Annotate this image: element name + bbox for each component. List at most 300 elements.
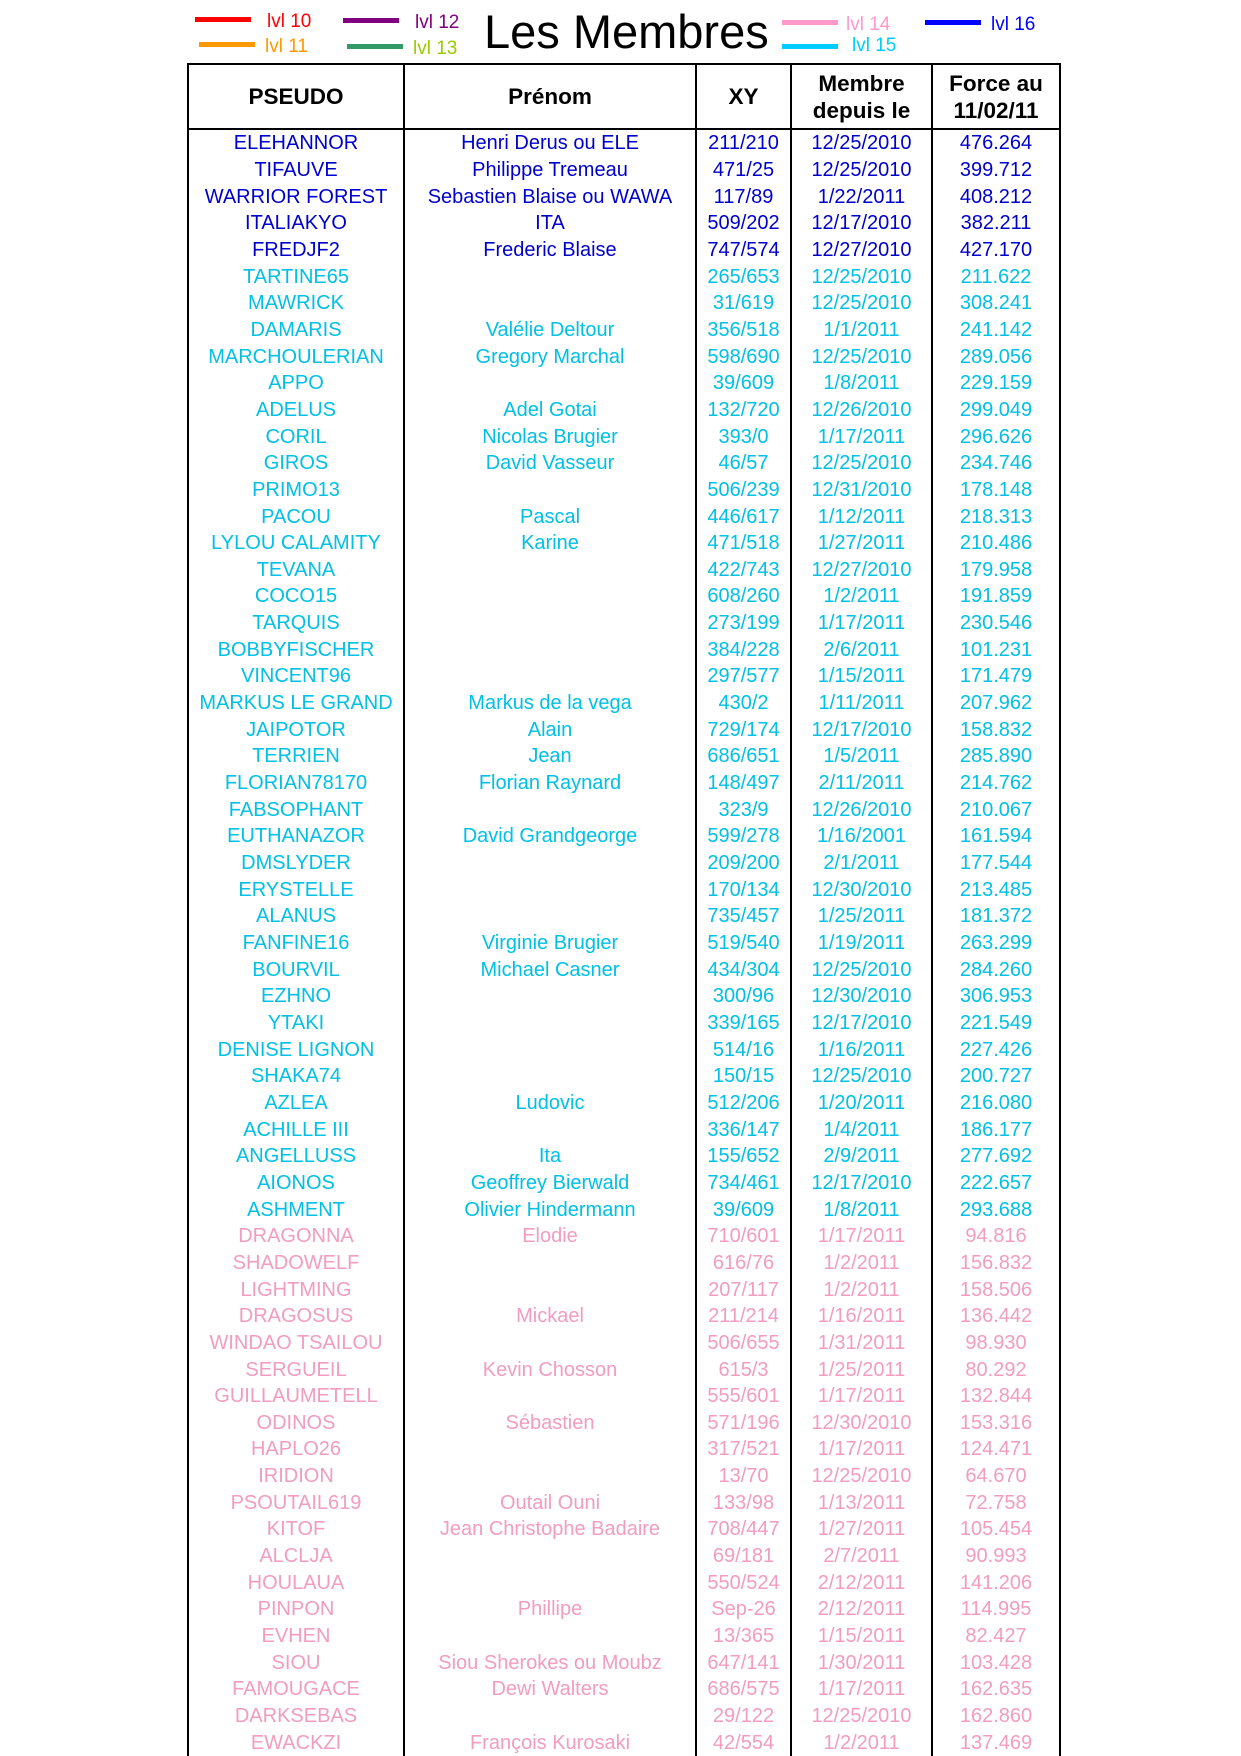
table-row <box>188 850 1060 877</box>
cell-pseudo: FAMOUGACE <box>188 1676 404 1703</box>
cell-xy: 735/457 <box>696 903 791 930</box>
cell-force: 299.049 <box>932 397 1060 424</box>
cell-force: 186.177 <box>932 1116 1060 1143</box>
cell-member-since: 1/19/2011 <box>791 930 932 957</box>
legend-line <box>195 17 251 22</box>
cell-pseudo: SIOU <box>188 1649 404 1676</box>
cell-force: 162.860 <box>932 1703 1060 1730</box>
cell-prenom: Pascal <box>404 503 696 530</box>
cell-force: 476.264 <box>932 129 1060 157</box>
cell-force: 161.594 <box>932 823 1060 850</box>
cell-xy: 133/98 <box>696 1489 791 1516</box>
cell-prenom <box>404 477 696 504</box>
cell-force: 179.958 <box>932 557 1060 584</box>
table-row <box>188 450 1060 477</box>
cell-xy: 393/0 <box>696 423 791 450</box>
cell-member-since: 1/1/2011 <box>791 317 932 344</box>
cell-prenom: Nicolas Brugier <box>404 423 696 450</box>
cell-prenom <box>404 557 696 584</box>
cell-pseudo: ASHMENT <box>188 1196 404 1223</box>
cell-force: 222.657 <box>932 1170 1060 1197</box>
cell-pseudo: ANGELLUSS <box>188 1143 404 1170</box>
table-row <box>188 823 1060 850</box>
cell-prenom <box>404 610 696 637</box>
cell-xy: 39/609 <box>696 1196 791 1223</box>
cell-xy: 446/617 <box>696 503 791 530</box>
table-row <box>188 663 1060 690</box>
cell-member-since: 1/27/2011 <box>791 1516 932 1543</box>
cell-pseudo: ADELUS <box>188 397 404 424</box>
cell-member-since: 12/17/2010 <box>791 1170 932 1197</box>
cell-pseudo: FANFINE16 <box>188 930 404 957</box>
table-row <box>188 876 1060 903</box>
cell-xy: 422/743 <box>696 557 791 584</box>
cell-xy: 323/9 <box>696 796 791 823</box>
cell-pseudo: DRAGONNA <box>188 1223 404 1250</box>
cell-xy: 647/141 <box>696 1649 791 1676</box>
cell-member-since: 1/2/2011 <box>791 1276 932 1303</box>
cell-force: 263.299 <box>932 930 1060 957</box>
cell-force: 80.292 <box>932 1356 1060 1383</box>
cell-member-since: 12/25/2010 <box>791 1063 932 1090</box>
cell-pseudo: WARRIOR FOREST <box>188 183 404 210</box>
legend-line <box>343 18 399 23</box>
cell-member-since: 1/20/2011 <box>791 1090 932 1117</box>
table-row <box>188 1303 1060 1330</box>
member-rows <box>188 129 1060 1756</box>
cell-pseudo: EZHNO <box>188 983 404 1010</box>
cell-xy: 339/165 <box>696 1010 791 1037</box>
header-member-since-line1: Membre <box>818 70 905 96</box>
cell-xy: 211/214 <box>696 1303 791 1330</box>
cell-member-since: 1/4/2011 <box>791 1116 932 1143</box>
cell-force: 141.206 <box>932 1569 1060 1596</box>
cell-xy: Sep-26 <box>696 1596 791 1623</box>
cell-force: 137.469 <box>932 1729 1060 1756</box>
header-force-line1: Force au <box>949 70 1043 96</box>
cell-prenom <box>404 1063 696 1090</box>
cell-pseudo: PINPON <box>188 1596 404 1623</box>
cell-pseudo: FABSOPHANT <box>188 796 404 823</box>
cell-member-since: 2/7/2011 <box>791 1543 932 1570</box>
cell-prenom <box>404 1010 696 1037</box>
cell-member-since: 12/25/2010 <box>791 290 932 317</box>
cell-xy: 514/16 <box>696 1036 791 1063</box>
cell-member-since: 12/25/2010 <box>791 450 932 477</box>
cell-xy: 69/181 <box>696 1543 791 1570</box>
cell-prenom <box>404 850 696 877</box>
cell-force: 171.479 <box>932 663 1060 690</box>
cell-xy: 506/655 <box>696 1330 791 1357</box>
cell-force: 427.170 <box>932 237 1060 264</box>
table-row <box>188 770 1060 797</box>
legend-line <box>782 44 838 49</box>
cell-member-since: 12/26/2010 <box>791 397 932 424</box>
cell-pseudo: ALCLJA <box>188 1543 404 1570</box>
cell-member-since: 1/13/2011 <box>791 1489 932 1516</box>
cell-prenom <box>404 1569 696 1596</box>
cell-member-since: 2/9/2011 <box>791 1143 932 1170</box>
table-row <box>188 956 1060 983</box>
cell-force: 136.442 <box>932 1303 1060 1330</box>
cell-force: 191.859 <box>932 583 1060 610</box>
cell-prenom: Adel Gotai <box>404 397 696 424</box>
cell-force: 132.844 <box>932 1383 1060 1410</box>
cell-member-since: 12/25/2010 <box>791 956 932 983</box>
cell-prenom: Dewi Walters <box>404 1676 696 1703</box>
cell-pseudo: KITOF <box>188 1516 404 1543</box>
cell-force: 207.962 <box>932 690 1060 717</box>
cell-pseudo: PRIMO13 <box>188 477 404 504</box>
cell-member-since: 2/12/2011 <box>791 1596 932 1623</box>
cell-member-since: 1/25/2011 <box>791 1356 932 1383</box>
table-row <box>188 636 1060 663</box>
table-row <box>188 1596 1060 1623</box>
cell-force: 64.670 <box>932 1463 1060 1490</box>
cell-pseudo: LIGHTMING <box>188 1276 404 1303</box>
cell-pseudo: EVHEN <box>188 1623 404 1650</box>
cell-pseudo: TIFAUVE <box>188 157 404 184</box>
cell-prenom: Siou Sherokes ou Moubz <box>404 1649 696 1676</box>
cell-force: 153.316 <box>932 1410 1060 1437</box>
cell-pseudo: ALANUS <box>188 903 404 930</box>
legend-lvl12 <box>343 12 460 36</box>
cell-prenom: Sébastien <box>404 1410 696 1437</box>
cell-member-since: 12/25/2010 <box>791 343 932 370</box>
cell-member-since: 1/2/2011 <box>791 1729 932 1756</box>
cell-pseudo: DMSLYDER <box>188 850 404 877</box>
table-row <box>188 1063 1060 1090</box>
cell-member-since: 1/30/2011 <box>791 1649 932 1676</box>
cell-pseudo: BOBBYFISCHER <box>188 636 404 663</box>
cell-prenom: Michael Casner <box>404 956 696 983</box>
cell-prenom <box>404 1250 696 1277</box>
cell-member-since: 12/31/2010 <box>791 477 932 504</box>
cell-xy: 471/25 <box>696 157 791 184</box>
table-row <box>188 1410 1060 1437</box>
cell-prenom: ITA <box>404 210 696 237</box>
cell-force: 178.148 <box>932 477 1060 504</box>
cell-xy: 148/497 <box>696 770 791 797</box>
cell-pseudo: LYLOU CALAMITY <box>188 530 404 557</box>
table-row <box>188 1729 1060 1756</box>
cell-pseudo: ITALIAKYO <box>188 210 404 237</box>
table-row <box>188 743 1060 770</box>
header-member-since-line2: depuis le <box>812 97 911 123</box>
cell-xy: 550/524 <box>696 1569 791 1596</box>
cell-force: 177.544 <box>932 850 1060 877</box>
cell-xy: 615/3 <box>696 1356 791 1383</box>
cell-xy: 150/15 <box>696 1063 791 1090</box>
table-row <box>188 1516 1060 1543</box>
cell-pseudo: EUTHANAZOR <box>188 823 404 850</box>
cell-prenom <box>404 1276 696 1303</box>
table-row <box>188 530 1060 557</box>
cell-prenom <box>404 903 696 930</box>
legend-lvl15 <box>782 35 902 62</box>
cell-member-since: 12/17/2010 <box>791 716 932 743</box>
cell-pseudo: HAPLO26 <box>188 1436 404 1463</box>
cell-pseudo: GUILLAUMETELL <box>188 1383 404 1410</box>
cell-force: 213.485 <box>932 876 1060 903</box>
cell-force: 308.241 <box>932 290 1060 317</box>
table-row <box>188 1276 1060 1303</box>
cell-prenom: Gregory Marchal <box>404 343 696 370</box>
cell-prenom: Florian Raynard <box>404 770 696 797</box>
cell-xy: 598/690 <box>696 343 791 370</box>
cell-member-since: 1/17/2011 <box>791 1383 932 1410</box>
cell-force: 210.067 <box>932 796 1060 823</box>
cell-member-since: 1/8/2011 <box>791 1196 932 1223</box>
table-row <box>188 1330 1060 1357</box>
cell-member-since: 1/25/2011 <box>791 903 932 930</box>
table-row <box>188 1623 1060 1650</box>
cell-pseudo: ELEHANNOR <box>188 129 404 157</box>
cell-prenom <box>404 876 696 903</box>
cell-force: 230.546 <box>932 610 1060 637</box>
cell-member-since: 1/16/2001 <box>791 823 932 850</box>
cell-force: 285.890 <box>932 743 1060 770</box>
legend-line <box>782 20 838 25</box>
cell-pseudo: ODINOS <box>188 1410 404 1437</box>
table-row <box>188 1356 1060 1383</box>
legend-label: lvl 11 <box>265 36 308 57</box>
cell-prenom: David Vasseur <box>404 450 696 477</box>
cell-force: 210.486 <box>932 530 1060 557</box>
cell-xy: 747/574 <box>696 237 791 264</box>
cell-member-since: 12/25/2010 <box>791 157 932 184</box>
cell-xy: 297/577 <box>696 663 791 690</box>
cell-prenom: Jean <box>404 743 696 770</box>
cell-xy: 384/228 <box>696 636 791 663</box>
table-row <box>188 503 1060 530</box>
cell-prenom: Sebastien Blaise ou WAWA <box>404 183 696 210</box>
cell-force: 408.212 <box>932 183 1060 210</box>
cell-pseudo: CORIL <box>188 423 404 450</box>
table-row <box>188 129 1060 157</box>
header-force <box>932 64 1060 129</box>
cell-force: 241.142 <box>932 317 1060 344</box>
cell-member-since: 12/25/2010 <box>791 263 932 290</box>
table-header-row <box>188 64 1060 129</box>
table-row <box>188 1489 1060 1516</box>
page-title: Les Membres <box>484 5 769 58</box>
cell-member-since: 1/15/2011 <box>791 663 932 690</box>
legend-label: lvl 14 <box>846 14 891 35</box>
cell-prenom: Phillipe <box>404 1596 696 1623</box>
cell-prenom: Karine <box>404 530 696 557</box>
cell-force: 306.953 <box>932 983 1060 1010</box>
cell-member-since: 12/26/2010 <box>791 796 932 823</box>
cell-xy: 599/278 <box>696 823 791 850</box>
cell-member-since: 12/25/2010 <box>791 129 932 157</box>
cell-prenom: Outail Ouni <box>404 1489 696 1516</box>
cell-member-since: 1/15/2011 <box>791 1623 932 1650</box>
table-row <box>188 557 1060 584</box>
cell-force: 218.313 <box>932 503 1060 530</box>
cell-force: 289.056 <box>932 343 1060 370</box>
cell-xy: 132/720 <box>696 397 791 424</box>
cell-xy: 117/89 <box>696 183 791 210</box>
table-row <box>188 1703 1060 1730</box>
cell-pseudo: SERGUEIL <box>188 1356 404 1383</box>
cell-member-since: 1/5/2011 <box>791 743 932 770</box>
table-row <box>188 263 1060 290</box>
cell-member-since: 1/17/2011 <box>791 423 932 450</box>
cell-xy: 29/122 <box>696 1703 791 1730</box>
cell-member-since: 1/17/2011 <box>791 1436 932 1463</box>
table-row <box>188 1649 1060 1676</box>
cell-pseudo: VINCENT96 <box>188 663 404 690</box>
table-row <box>188 1010 1060 1037</box>
cell-pseudo: BOURVIL <box>188 956 404 983</box>
cell-force: 72.758 <box>932 1489 1060 1516</box>
cell-xy: 708/447 <box>696 1516 791 1543</box>
legend-label: lvl 13 <box>413 38 458 59</box>
table-row <box>188 210 1060 237</box>
cell-xy: 509/202 <box>696 210 791 237</box>
legend-label: lvl 16 <box>991 14 1036 35</box>
cell-prenom: Virginie Brugier <box>404 930 696 957</box>
cell-force: 214.762 <box>932 770 1060 797</box>
header-pseudo: PSEUDO <box>188 64 404 129</box>
legend-line <box>925 20 981 25</box>
cell-prenom: Ludovic <box>404 1090 696 1117</box>
cell-member-since: 1/17/2011 <box>791 1676 932 1703</box>
cell-force: 382.211 <box>932 210 1060 237</box>
cell-xy: 710/601 <box>696 1223 791 1250</box>
cell-pseudo: YTAKI <box>188 1010 404 1037</box>
cell-xy: 273/199 <box>696 610 791 637</box>
cell-member-since: 1/16/2011 <box>791 1303 932 1330</box>
cell-prenom <box>404 1463 696 1490</box>
cell-force: 181.372 <box>932 903 1060 930</box>
legend-lvl13 <box>347 38 457 62</box>
legend-line <box>347 44 403 49</box>
table-row <box>188 1676 1060 1703</box>
cell-force: 227.426 <box>932 1036 1060 1063</box>
header-xy: XY <box>696 64 791 129</box>
table-row <box>188 610 1060 637</box>
cell-member-since: 2/12/2011 <box>791 1569 932 1596</box>
table-row <box>188 1569 1060 1596</box>
cell-pseudo: TARTINE65 <box>188 263 404 290</box>
table-row <box>188 983 1060 1010</box>
table-row <box>188 1090 1060 1117</box>
cell-member-since: 12/17/2010 <box>791 1010 932 1037</box>
cell-force: 399.712 <box>932 157 1060 184</box>
cell-xy: 209/200 <box>696 850 791 877</box>
cell-xy: 317/521 <box>696 1436 791 1463</box>
cell-prenom: Henri Derus ou ELE <box>404 129 696 157</box>
cell-pseudo: GIROS <box>188 450 404 477</box>
cell-force: 234.746 <box>932 450 1060 477</box>
cell-force: 229.159 <box>932 370 1060 397</box>
cell-xy: 211/210 <box>696 129 791 157</box>
cell-member-since: 2/6/2011 <box>791 636 932 663</box>
cell-pseudo: TEVANA <box>188 557 404 584</box>
table-row <box>188 237 1060 264</box>
cell-force: 94.816 <box>932 1223 1060 1250</box>
cell-prenom <box>404 1383 696 1410</box>
cell-member-since: 2/1/2011 <box>791 850 932 877</box>
legend-label: lvl 15 <box>852 35 897 56</box>
cell-prenom <box>404 983 696 1010</box>
cell-prenom <box>404 583 696 610</box>
cell-xy: 506/239 <box>696 477 791 504</box>
cell-xy: 471/518 <box>696 530 791 557</box>
cell-pseudo: FREDJF2 <box>188 237 404 264</box>
cell-pseudo: DARKSEBAS <box>188 1703 404 1730</box>
cell-pseudo: SHAKA74 <box>188 1063 404 1090</box>
cell-xy: 571/196 <box>696 1410 791 1437</box>
cell-xy: 434/304 <box>696 956 791 983</box>
cell-force: 82.427 <box>932 1623 1060 1650</box>
cell-xy: 207/117 <box>696 1276 791 1303</box>
cell-xy: 686/575 <box>696 1676 791 1703</box>
cell-xy: 519/540 <box>696 930 791 957</box>
table-row <box>188 423 1060 450</box>
cell-force: 284.260 <box>932 956 1060 983</box>
cell-pseudo: MAWRICK <box>188 290 404 317</box>
cell-pseudo: MARKUS LE GRAND <box>188 690 404 717</box>
cell-prenom: Geoffrey Bierwald <box>404 1170 696 1197</box>
cell-force: 158.832 <box>932 716 1060 743</box>
cell-prenom <box>404 1330 696 1357</box>
cell-xy: 686/651 <box>696 743 791 770</box>
table-row <box>188 317 1060 344</box>
table-row <box>188 1463 1060 1490</box>
cell-xy: 42/554 <box>696 1729 791 1756</box>
cell-member-since: 1/22/2011 <box>791 183 932 210</box>
header-prenom: Prénom <box>404 64 696 129</box>
cell-force: 277.692 <box>932 1143 1060 1170</box>
cell-pseudo: TARQUIS <box>188 610 404 637</box>
table-row <box>188 1036 1060 1063</box>
cell-pseudo: IRIDION <box>188 1463 404 1490</box>
table-row <box>188 477 1060 504</box>
table-row <box>188 290 1060 317</box>
table-row <box>188 157 1060 184</box>
table-row <box>188 1170 1060 1197</box>
cell-xy: 46/57 <box>696 450 791 477</box>
cell-pseudo: PSOUTAIL619 <box>188 1489 404 1516</box>
legend-lvl16 <box>925 14 1045 38</box>
cell-prenom <box>404 290 696 317</box>
cell-force: 98.930 <box>932 1330 1060 1357</box>
table-row <box>188 1436 1060 1463</box>
cell-prenom <box>404 263 696 290</box>
table-row <box>188 690 1060 717</box>
cell-force: 293.688 <box>932 1196 1060 1223</box>
cell-prenom <box>404 663 696 690</box>
cell-prenom: Olivier Hindermann <box>404 1196 696 1223</box>
cell-prenom: Markus de la vega <box>404 690 696 717</box>
cell-pseudo: ERYSTELLE <box>188 876 404 903</box>
cell-xy: 734/461 <box>696 1170 791 1197</box>
cell-xy: 616/76 <box>696 1250 791 1277</box>
cell-xy: 512/206 <box>696 1090 791 1117</box>
table-row <box>188 1116 1060 1143</box>
cell-member-since: 12/27/2010 <box>791 237 932 264</box>
cell-xy: 336/147 <box>696 1116 791 1143</box>
cell-pseudo: EWACKZI <box>188 1729 404 1756</box>
cell-member-since: 1/17/2011 <box>791 610 932 637</box>
cell-pseudo: COCO15 <box>188 583 404 610</box>
cell-force: 156.832 <box>932 1250 1060 1277</box>
table-row <box>188 716 1060 743</box>
table-row <box>188 1250 1060 1277</box>
